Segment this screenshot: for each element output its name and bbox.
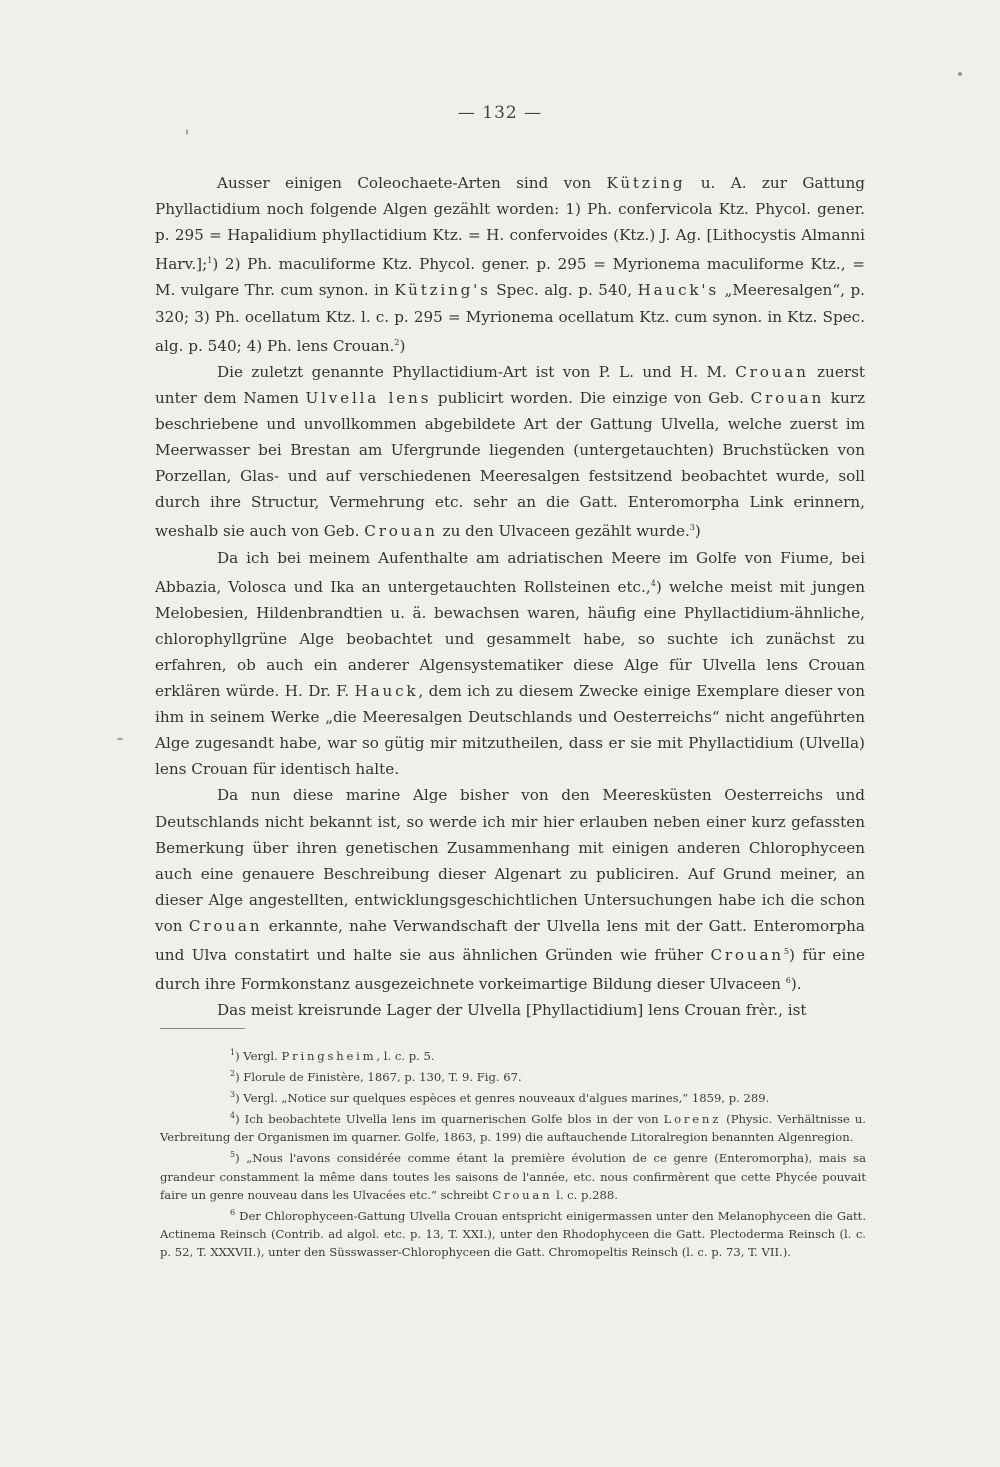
footnote-reference: 6	[230, 1207, 236, 1217]
footnote-reference: 1	[230, 1048, 236, 1057]
footnote-reference: 5	[230, 1150, 236, 1160]
footnote-divider	[160, 1028, 245, 1029]
text-run: Ausser einigen Coleochaete-Arten sind von	[217, 174, 607, 192]
spaced-name: Kützing	[606, 174, 686, 192]
text-run: Die zuletzt genannte Phyllactidium-Art ist von P. L. und H. M.	[217, 362, 736, 381]
paper-speck	[958, 72, 962, 76]
paragraph	[155, 545, 865, 783]
spaced-name: Kützing's	[394, 281, 491, 300]
footnote-reference: 2	[230, 1069, 236, 1079]
footnote	[160, 1204, 866, 1261]
footnote	[160, 1146, 866, 1203]
text-run: ) welche meist mit jungen Melobesien, Hildenbrandtien u. ä. bewachsen waren, häufig eine Phyllactidium-ähnliche, chlorophyllgrüne Alge beobachtet und gesammelt habe, so suchte ich zunächst zu erfahren, ob auch ein anderer Algensystematiker diese Alge für Ulvella lens Crouan erklären würde. H. Dr. F.	[155, 577, 865, 701]
footnotes	[160, 1044, 866, 1261]
text-run: ) Vergl. „Notice sur quelques espèces et genres nouveaux d'algues marines,“ 1859, p. 289.	[235, 1090, 770, 1105]
spaced-name: Crouan	[492, 1187, 553, 1202]
text-run: ) Florule de Finistère, 1867, p. 130, T. 9. Fig. 67.	[235, 1069, 522, 1084]
text-run: ).	[790, 975, 802, 994]
paragraph	[155, 170, 865, 359]
text-run: , dem ich zu diesem Zwecke einige Exemplare dieser von ihm in seinem Werke „die Meeresalgen Deutschlands und Oesterreichs“ nicht angeführten Alge zugesandt habe, war so gütig mir mitzutheilen, dass er sie mit Phyllactidium (Ulvella) lens Crouan für identisch halte.	[155, 682, 865, 779]
text-run: ) Ich beobachtete Ulvella lens im quarnerischen Golfe blos in der von	[235, 1112, 664, 1127]
main-text	[155, 170, 865, 1023]
spaced-name: Crouan	[364, 522, 438, 541]
paragraph	[155, 997, 865, 1023]
text-run: publicirt worden. Die einzige von Geb.	[431, 388, 751, 407]
paragraph	[155, 782, 865, 997]
text-run: ) „Nous l'avons considérée comme étant la première évolution de ce genre (Enteromorpha), mais sa grandeur constamment la même dans toutes les saisons de l'année, etc. nous confirmèrent que cette Phycée pouvait faire un genre nouveau dans les Ulvacées etc.“ schreibt	[160, 1151, 866, 1202]
spaced-name: Lorenz	[663, 1112, 722, 1127]
footnote-reference: 3	[689, 523, 695, 533]
text-run: kurz beschriebene und unvollkommen abgebildete Art der Gattung Ulvella, welche zuerst im Meerwasser bei Brestan am Ufergrunde liegenden (untergetauchten) Bruchstücken von Porzellan, Glas- und auf verschiedenen Meeresalgen festsitzend beobachtet wurde, soll durch ihre Structur, Vermehrung etc. sehr an die Gatt. Enteromorpha Link erinnern, weshalb sie auch von Geb.	[155, 388, 866, 541]
footnote-reference: 4	[230, 1111, 236, 1121]
text-run: ) für eine durch ihre Formkonstanz ausgezeichnete vorkeimartige Bildung dieser Ulvaceen	[155, 946, 865, 994]
spaced-name: Ulvella lens	[305, 388, 432, 407]
text-run: (Physic. Verhältnisse u. Verbreitung der Organismen im quarner. Golfe, 1863, p. 199) die auftauchende Litoralregion benannten Algenregion.	[160, 1112, 866, 1145]
footnote	[160, 1107, 866, 1146]
footnote	[160, 1044, 866, 1065]
footnote-reference: 1	[207, 256, 213, 266]
paper-speck	[186, 129, 188, 135]
text-run: ) Vergl.	[235, 1048, 282, 1063]
spaced-name: Pringsheim	[281, 1048, 377, 1063]
text-run: )	[399, 336, 406, 355]
text-run: ) 2) Ph. maculiforme Ktz. Phycol. gener. p. 295 = Myrionema maculiforme Ktz., = M. vulgare Thr. cum synon. in	[155, 255, 865, 300]
footnote	[160, 1065, 866, 1086]
text-run: Der Chlorophyceen-Gattung Ulvella Crouan entspricht einigermassen unter den Melanophyceen die Gatt. Actinema Reinsch (Contrib. ad algol. etc. p. 13, T. XXI.), unter den Rhodophyceen die Gatt. Plectoderma Reinsch (l. c. p. 52, T. XXXVII.), unter den Süsswasser-Chlorophyceen die Gatt. Chromopeltis Reinsch (l. c. p. 73, T. VII.).	[160, 1208, 866, 1260]
spaced-name: Hauck's	[637, 281, 719, 300]
footnote-reference: 6	[785, 976, 791, 986]
text-run: „Meeresalgen“, p. 320; 3) Ph. ocellatum Ktz. l. c. p. 295 = Myrionema ocellatum Ktz. cum synon. in Ktz. Spec. alg. p. 540; 4) Ph. lens Crouan.	[155, 281, 866, 355]
spaced-name: Hauck	[354, 682, 419, 701]
spaced-name: Crouan	[188, 916, 263, 935]
spaced-name: Crouan	[750, 388, 825, 407]
text-run: u. A. zur Gattung Phyllactidium noch folgende Algen gezählt worden: 1) Ph. confervicola Ktz. Phycol. gener. p. 295 = Hapalidium phyllactidium Ktz. = H. confervoides (Ktz.) J. Ag. [Lithocystis Almanni Harv.];	[155, 174, 866, 274]
footnote-reference: 3	[230, 1090, 236, 1100]
text-run: erkannte, nahe Verwandschaft der Ulvella lens mit der Gatt. Enteromorpha und Ulva constatirt und halte sie aus ähnlichen Gründen wie früher	[155, 916, 865, 965]
text-run: , l. c. p. 5.	[376, 1048, 435, 1063]
text-run: zuerst unter dem Namen	[155, 362, 865, 407]
text-run: zu den Ulvaceen gezählt wurde.	[437, 522, 690, 541]
spaced-name: Crouan	[735, 362, 809, 381]
text-run: Da nun diese marine Alge bisher von den Meeresküsten Oesterreichs und Deutschlands nicht bekannt ist, so werde ich mir hier erlauben neben einer kurz gefassten Bemerkung über ihren genetischen Zusammenhang mit einigen anderen Chlorophyceen auch eine genauere Beschreibung dieser Algenart zu publiciren. Auf Grund meiner, an dieser Alge angestellten, entwicklungsgeschichtlichen Untersuchungen habe ich die schon von	[155, 786, 865, 935]
text-run: Da ich bei meinem Aufenthalte am adriatischen Meere im Golfe von Fiume, bei Abbazia, Volosca und Ika an untergetauchten Rollsteinen etc.,	[155, 548, 865, 596]
text-run: Spec. alg. p. 540,	[490, 281, 638, 300]
footnote-reference: 4	[650, 578, 656, 588]
footnote-reference: 5	[783, 946, 789, 956]
text-run: Das meist kreisrunde Lager der Ulvella [Phyllactidium] lens Crouan frèr., ist	[217, 1001, 807, 1020]
spaced-name: Crouan	[710, 946, 784, 965]
paragraph	[155, 359, 865, 545]
page-number: — 132 —	[457, 103, 543, 123]
footnote-reference: 2	[394, 337, 400, 347]
text-run: )	[694, 522, 701, 541]
paper-speck	[117, 738, 123, 740]
text-run: l. c. p.288.	[552, 1187, 618, 1202]
footnote	[160, 1086, 866, 1107]
